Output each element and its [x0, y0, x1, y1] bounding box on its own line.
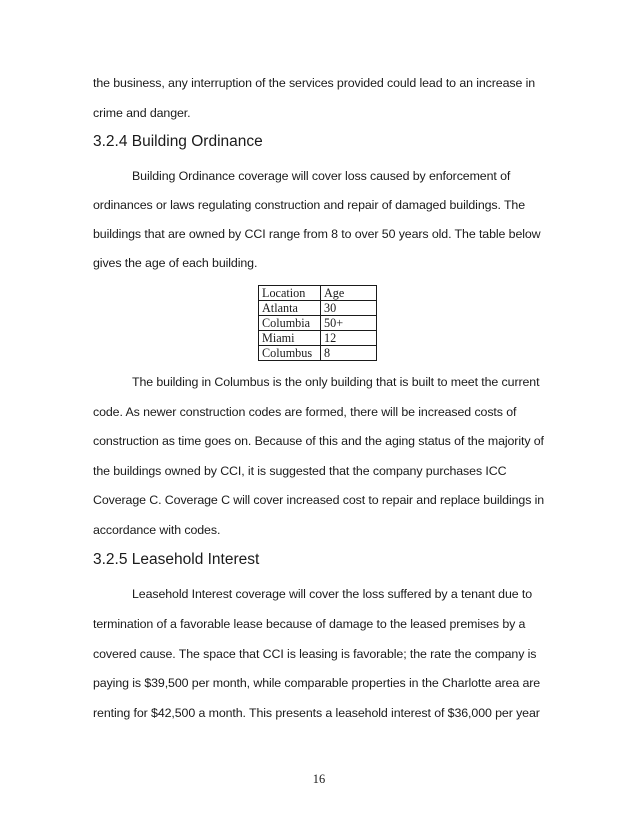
table-cell-age: 30 [321, 301, 377, 316]
body-text-line: The building in Columbus is the only building that is built to meet the current [132, 375, 540, 389]
body-text-line: accordance with codes. [93, 523, 221, 537]
table-row [259, 316, 377, 331]
table-row [259, 346, 377, 361]
page-number: 16 [312, 772, 326, 786]
body-text-line: Leasehold Interest coverage will cover the loss suffered by a tenant due to [132, 587, 533, 601]
body-text-line: renting for $42,500 a month. This presents a leasehold interest of $36,000 per year [93, 706, 540, 720]
table-header-row [259, 286, 377, 301]
building-age-table [258, 285, 377, 361]
table-cell-age: 12 [321, 331, 377, 346]
table-cell-location: Columbia [259, 316, 321, 331]
body-text-line: code. As newer construction codes are formed, there will be increased costs of [93, 405, 517, 419]
table-row [259, 331, 377, 346]
table-cell-age: 50+ [321, 316, 377, 331]
body-text-line: buildings that are owned by CCI range from 8 to over 50 years old. The table below [93, 227, 541, 241]
body-text-line: termination of a favorable lease because of damage to the leased premises by a [93, 617, 526, 631]
body-text-line: gives the age of each building. [93, 256, 258, 270]
column-header-location: Location [259, 286, 321, 301]
body-text-line: ordinances or laws regulating construction and repair of damaged buildings. The [93, 198, 526, 212]
section-heading-3-2-5: 3.2.5 Leasehold Interest [93, 551, 260, 568]
body-text-line: construction as time goes on. Because of this and the aging status of the majority of [93, 434, 544, 448]
body-text-line: covered cause. The space that CCI is leasing is favorable; the rate the company is [93, 647, 537, 661]
body-text-line: the business, any interruption of the services provided could lead to an increase in [93, 76, 536, 90]
body-text-line: crime and danger. [93, 106, 191, 120]
table-cell-location: Columbus [259, 346, 321, 361]
body-text-line: Coverage C. Coverage C will cover increased cost to repair and replace buildings in [93, 493, 545, 507]
body-text-line: Building Ordinance coverage will cover loss caused by enforcement of [132, 169, 511, 183]
column-header-age: Age [321, 286, 377, 301]
table-cell-location: Atlanta [259, 301, 321, 316]
body-text-line: paying is $39,500 per month, while comparable properties in the Charlotte area are [93, 676, 541, 690]
table-cell-age: 8 [321, 346, 377, 361]
table-cell-location: Miami [259, 331, 321, 346]
section-heading-3-2-4: 3.2.4 Building Ordinance [93, 133, 263, 150]
body-text-line: the buildings owned by CCI, it is suggested that the company purchases ICC [93, 464, 507, 478]
table-row [259, 301, 377, 316]
